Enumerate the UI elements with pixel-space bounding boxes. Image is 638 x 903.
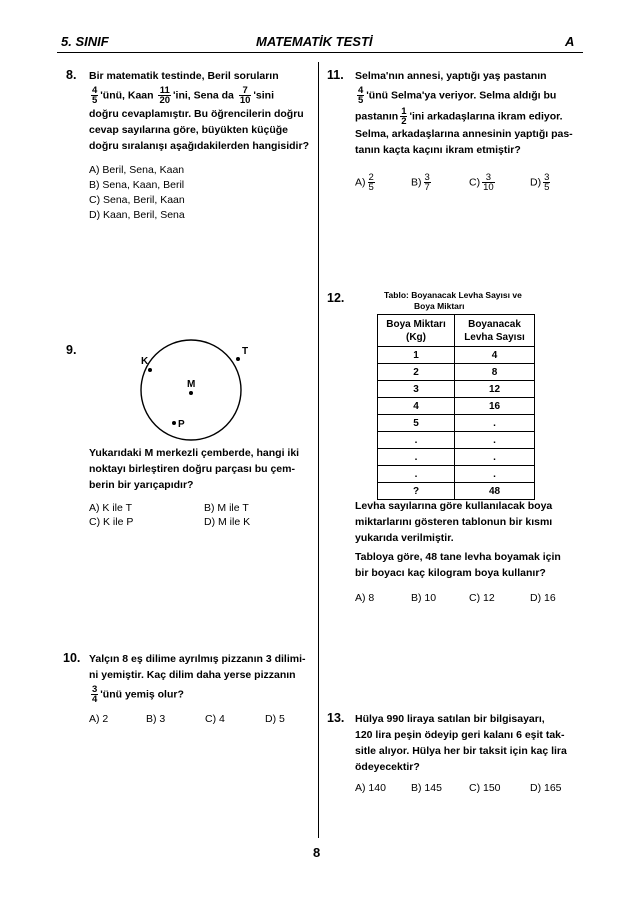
point-p xyxy=(172,421,176,425)
circle-figure xyxy=(128,335,258,445)
label-m: M xyxy=(187,379,196,390)
option-b[interactable]: B) $\frac{3}{7}$ xyxy=(411,172,430,193)
option-d[interactable]: D) M ile K xyxy=(204,516,251,528)
label-k: K xyxy=(141,356,149,367)
option-c[interactable]: C) 4 xyxy=(205,713,225,725)
table-row: ? 48 xyxy=(378,483,535,500)
option-d[interactable]: D) $\frac{3}{5}$ xyxy=(530,172,550,193)
header-rule xyxy=(57,52,583,53)
question-10-stem: Yalçın 8 eş dilime ayrılmış pizzanın 3 dilimi- ni yemiştir. Kaç dilim daha yerse pizzanın $\frac{3}{4}$ 'ünü yemiş olur? xyxy=(89,653,306,705)
table-header-kg: Boya Miktarı (Kg) xyxy=(378,315,455,347)
table-row: . . xyxy=(378,449,535,466)
table-caption: Tablo: Boyanacak Levha Sayısı ve Boya Miktarı xyxy=(384,290,522,311)
option-d[interactable]: D) 5 xyxy=(265,713,285,725)
point-k xyxy=(148,368,152,372)
question-11-number: 11. xyxy=(327,68,344,82)
question-11-stem: Selma'nın annesi, yaptığı yaş pastanın $\frac{4}{5}$ 'ünü Selma'ya veriyor. Selma aldığı bu pastanın $\frac{1}{2}$ 'ini arkadaşlarına ikram ediyor. Selma, arkadaşlarına annesinin yaptığı pas- tanın kaçta kaçını ikram etmiştir? xyxy=(355,70,573,156)
column-divider xyxy=(318,62,319,838)
option-b[interactable]: B) 3 xyxy=(146,713,166,725)
table-row: 1 4 xyxy=(378,347,535,364)
point-t xyxy=(236,357,240,361)
option-b[interactable]: B) 10 xyxy=(411,592,437,604)
circle xyxy=(141,340,241,440)
table-row: 3 12 xyxy=(378,381,535,398)
option-a[interactable]: A) 140 xyxy=(355,782,386,794)
question-12-stem: Levha sayılarına göre kullanılacak boya miktarlarını gösteren tablonun bir kısmı yukarıda verilmiştir. Tabloya göre, 48 tane levha boyamak için bir boyacı kaç kilogram boya kullanır? xyxy=(355,500,561,579)
page-number: 8 xyxy=(313,845,321,860)
option-d[interactable]: D) Kaan, Beril, Sena xyxy=(89,209,185,221)
table-row: . . xyxy=(378,466,535,483)
option-c[interactable]: C) 12 xyxy=(469,592,495,604)
table-row: 5 . xyxy=(378,415,535,432)
option-c[interactable]: C) 150 xyxy=(469,782,501,794)
option-c[interactable]: C) K ile P xyxy=(89,516,134,528)
question-8-stem: Bir matematik testinde, Beril soruların $\frac{4}{5}$ 'ünü, Kaan $\frac{11}{20}$ 'ini, Sena da $\frac{7}{10}$ 'sini doğru cevaplamıştır. Bu öğrencilerin doğru cevap sayılarına göre, büyükten küçüğe doğru sıralanışı aşağıdakilerden hangisidir? xyxy=(89,70,309,152)
label-p: P xyxy=(178,419,185,430)
test-title: MATEMATİK TESTİ xyxy=(256,34,373,49)
option-c[interactable]: C) $\frac{3}{10}$ xyxy=(469,172,494,193)
option-d[interactable]: D) 16 xyxy=(530,592,556,604)
grade-label: 5. SINIF xyxy=(61,34,109,49)
booklet-letter: A xyxy=(565,34,575,49)
table-header-count: Boyanacak Levha Sayısı xyxy=(455,315,535,347)
option-b[interactable]: B) M ile T xyxy=(204,502,249,514)
question-12-number: 12. xyxy=(327,291,345,305)
label-t: T xyxy=(242,346,249,357)
question-9-number: 9. xyxy=(66,343,77,357)
question-8-number: 8. xyxy=(66,68,77,82)
question-13-number: 13. xyxy=(327,711,345,725)
table-row: 4 16 xyxy=(378,398,535,415)
question-13-stem: Hülya 990 liraya satılan bir bilgisayarı, 120 lira peşin ödeyip geri kalanı 6 eşit tak- sitle alıyor. Hülya her bir taksit için kaç lira ödeyecektir? xyxy=(355,713,567,773)
paint-table xyxy=(377,314,535,500)
option-b[interactable]: B) 145 xyxy=(411,782,442,794)
option-d[interactable]: D) 165 xyxy=(530,782,562,794)
table-row: . . xyxy=(378,432,535,449)
option-a[interactable]: A) 8 xyxy=(355,592,375,604)
option-a[interactable]: A) K ile T xyxy=(89,502,132,514)
option-a[interactable]: A) 2 xyxy=(89,713,109,725)
option-c[interactable]: C) Sena, Beril, Kaan xyxy=(89,194,185,206)
question-8-options xyxy=(89,163,185,223)
question-9-stem: Yukarıdaki M merkezli çemberde, hangi iki noktayı birleştiren doğru parçası bu çem- berin bir yarıçapıdır? xyxy=(89,447,300,491)
option-a[interactable]: A) $\frac{2}{5}$ xyxy=(355,172,374,193)
option-a[interactable]: A) Beril, Sena, Kaan xyxy=(89,164,185,176)
question-10-number: 10. xyxy=(63,651,81,665)
option-b[interactable]: B) Sena, Kaan, Beril xyxy=(89,179,185,191)
point-m xyxy=(189,391,193,395)
table-row: 2 8 xyxy=(378,364,535,381)
